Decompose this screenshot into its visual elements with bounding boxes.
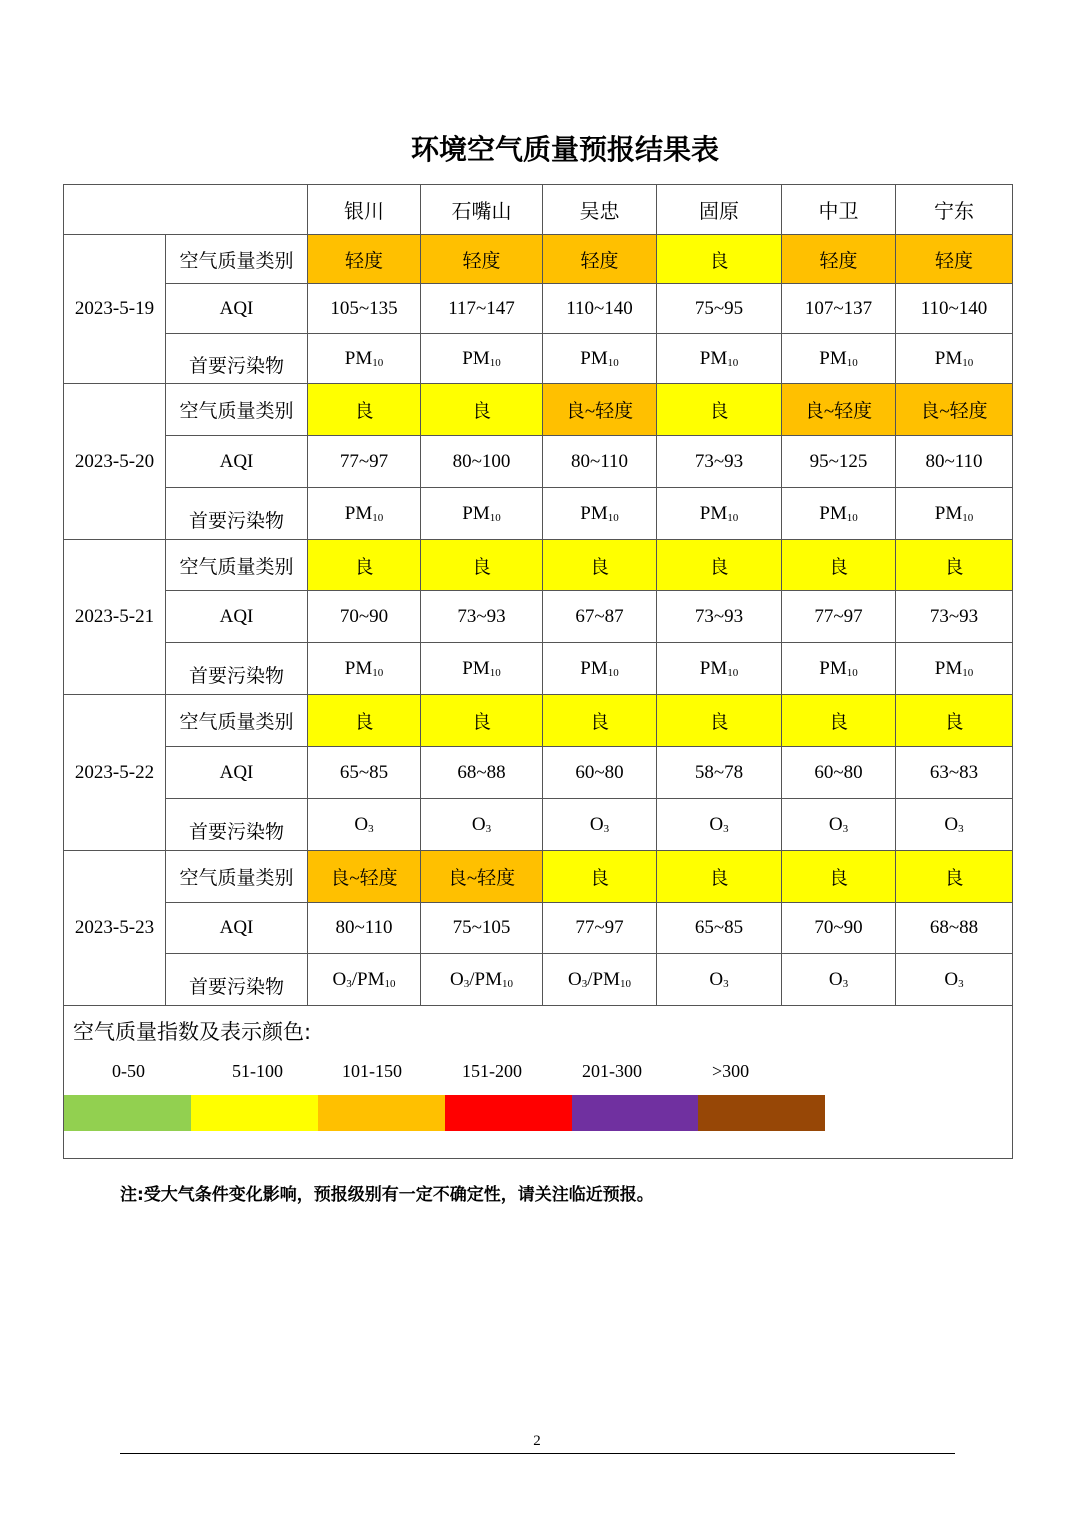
legend-range-label: 51-100: [232, 1061, 283, 1081]
legend-color-swatch: [698, 1095, 825, 1131]
aqi-label: AQI: [166, 903, 308, 954]
legend-range-label: 201-300: [582, 1061, 642, 1081]
pollutant-cell: [421, 488, 543, 540]
city-header: 固原: [657, 185, 782, 235]
pollutant-base: /PM: [469, 968, 502, 990]
category-cell: 良: [657, 851, 782, 903]
category-cell: 良: [782, 851, 896, 903]
legend-range-label: >300: [712, 1061, 750, 1081]
legend-color-swatch: [318, 1095, 445, 1131]
category-row: [64, 235, 1013, 284]
pollutant-cell: [308, 488, 421, 540]
category-cell: 轻度: [308, 235, 421, 284]
pollutant-base: /PM: [587, 968, 620, 990]
footer-divider: [120, 1453, 955, 1454]
page-number: 2: [533, 1433, 541, 1449]
aqi-cell: 75~105: [421, 903, 543, 954]
category-cell: 良~轻度: [896, 384, 1013, 436]
pollutant-subscript: 3: [485, 822, 492, 835]
city-header: 石嘴山: [421, 185, 543, 235]
pollutant-row: [64, 799, 1013, 851]
pollutant-cell: [543, 643, 657, 695]
category-row: [64, 695, 1013, 747]
pollutant-base: PM: [934, 347, 963, 369]
aqi-cell: 65~85: [308, 747, 421, 799]
pollutant-base: PM: [699, 502, 728, 524]
legend-range-label: 151-200: [462, 1061, 522, 1081]
pollutant-cell: [657, 954, 782, 1006]
pollutant-subscript: 10: [372, 356, 384, 369]
aqi-row: [64, 591, 1013, 643]
pollutant-base: PM: [344, 347, 373, 369]
aqi-legend: [64, 1006, 1011, 1158]
pollutant-cell: [782, 643, 896, 695]
pollutant-subscript: 10: [489, 356, 501, 369]
category-cell: 良: [896, 695, 1013, 747]
category-row: [64, 851, 1013, 903]
category-label: 空气质量类别: [166, 695, 308, 747]
pollutant-subscript: 3: [463, 977, 470, 990]
legend-title: 空气质量指数及表示颜色:: [73, 1020, 312, 1044]
legend-range-label: 101-150: [342, 1061, 402, 1081]
pollutant-base: O: [568, 968, 582, 990]
pollutant-cell: [657, 488, 782, 540]
aqi-row: [64, 284, 1013, 334]
category-cell: 良: [421, 695, 543, 747]
pollutant-cell: [782, 954, 896, 1006]
pollutant-subscript: 10: [607, 511, 619, 524]
category-cell: 轻度: [782, 235, 896, 284]
pollutant-base: PM: [819, 502, 847, 524]
category-row: [64, 540, 1013, 591]
aqi-row: [64, 903, 1013, 954]
pollutant-base: PM: [699, 347, 728, 369]
pollutant-cell: [896, 954, 1013, 1006]
pollutant-base: O: [589, 813, 604, 835]
pollutant-label: 首要污染物: [166, 799, 308, 851]
aqi-cell: 80~110: [543, 436, 657, 488]
pollutant-base: O: [471, 813, 486, 835]
aqi-cell: 70~90: [782, 903, 896, 954]
legend-color-swatch: [445, 1095, 572, 1131]
legend-color-swatch: [64, 1095, 191, 1131]
category-row: [64, 384, 1013, 436]
page-title: 环境空气质量预报结果表: [410, 133, 719, 166]
pollutant-cell: [543, 954, 657, 1006]
pollutant-subscript: 3: [958, 822, 964, 835]
aqi-label: AQI: [166, 747, 308, 799]
pollutant-base: O: [828, 968, 843, 990]
pollutant-subscript: 10: [727, 511, 739, 524]
aqi-cell: 77~97: [308, 436, 421, 488]
pollutant-subscript: 3: [581, 977, 588, 990]
pollutant-base: O: [709, 968, 724, 990]
category-cell: 轻度: [896, 235, 1013, 284]
pollutant-cell: [421, 799, 543, 851]
pollutant-base: PM: [344, 657, 373, 679]
city-header: 宁东: [896, 185, 1013, 235]
pollutant-subscript: 10: [962, 356, 974, 369]
pollutant-subscript: 10: [372, 511, 384, 524]
aqi-label: AQI: [166, 436, 308, 488]
pollutant-base: PM: [462, 347, 490, 369]
pollutant-row: [64, 643, 1013, 695]
date-cell: 2023-5-19: [64, 235, 166, 384]
pollutant-cell: [782, 799, 896, 851]
category-cell: 良: [657, 235, 782, 284]
pollutant-cell: [782, 488, 896, 540]
aqi-cell: 73~93: [896, 591, 1013, 643]
category-cell: 良: [896, 851, 1013, 903]
aqi-cell: 80~110: [308, 903, 421, 954]
pollutant-cell: [657, 334, 782, 384]
header-corner: [64, 185, 308, 235]
pollutant-subscript: 10: [607, 356, 619, 369]
aqi-cell: 77~97: [543, 903, 657, 954]
pollutant-subscript: 3: [958, 977, 964, 990]
pollutant-base: PM: [580, 347, 608, 369]
pollutant-cell: [543, 334, 657, 384]
category-cell: 良: [657, 695, 782, 747]
category-cell: 良: [421, 540, 543, 591]
aqi-cell: 75~95: [657, 284, 782, 334]
aqi-cell: 68~88: [421, 747, 543, 799]
category-cell: 良: [657, 384, 782, 436]
forecast-note: 注:受大气条件变化影响，预报级别有一定不确定性，请关注临近预报。: [120, 1185, 654, 1205]
category-cell: 良: [308, 540, 421, 591]
aqi-cell: 67~87: [543, 591, 657, 643]
pollutant-row: [64, 334, 1013, 384]
aqi-cell: 105~135: [308, 284, 421, 334]
pollutant-label: 首要污染物: [166, 643, 308, 695]
pollutant-base: O: [944, 968, 959, 990]
category-cell: 良: [782, 695, 896, 747]
pollutant-subscript: 3: [368, 822, 374, 835]
aqi-cell: 70~90: [308, 591, 421, 643]
city-header: 中卫: [782, 185, 896, 235]
aqi-label: AQI: [166, 591, 308, 643]
pollutant-base: PM: [462, 502, 490, 524]
pollutant-subscript: 3: [603, 822, 610, 835]
pollutant-cell: [657, 799, 782, 851]
pollutant-base: O: [709, 813, 724, 835]
aqi-row: [64, 436, 1013, 488]
pollutant-base: O: [828, 813, 843, 835]
pollutant-cell: [421, 643, 543, 695]
pollutant-subscript: 10: [619, 977, 631, 990]
pollutant-cell: [896, 334, 1013, 384]
pollutant-cell: [421, 954, 543, 1006]
pollutant-subscript: 10: [384, 977, 396, 990]
category-cell: 良~轻度: [308, 851, 421, 903]
pollutant-base: O: [354, 813, 369, 835]
pollutant-cell: [308, 954, 421, 1006]
aqi-cell: 107~137: [782, 284, 896, 334]
category-label: 空气质量类别: [166, 235, 308, 284]
aqi-cell: 73~93: [657, 591, 782, 643]
aqi-cell: 63~83: [896, 747, 1013, 799]
date-cell: 2023-5-21: [64, 540, 166, 695]
aqi-label: AQI: [166, 284, 308, 334]
header-row: [64, 185, 1013, 235]
pollutant-subscript: 10: [489, 511, 501, 524]
legend-color-swatch: [572, 1095, 699, 1131]
pollutant-cell: [543, 799, 657, 851]
aqi-cell: 77~97: [782, 591, 896, 643]
category-cell: 良: [308, 384, 421, 436]
pollutant-subscript: 3: [723, 822, 729, 835]
pollutant-subscript: 3: [842, 822, 849, 835]
aqi-cell: 80~110: [896, 436, 1013, 488]
aqi-cell: 110~140: [896, 284, 1013, 334]
category-cell: 良~轻度: [543, 384, 657, 436]
city-header: 银川: [308, 185, 421, 235]
pollutant-label: 首要污染物: [166, 954, 308, 1006]
category-cell: 良: [782, 540, 896, 591]
pollutant-base: O: [450, 968, 464, 990]
pollutant-subscript: 10: [372, 666, 384, 679]
category-cell: 轻度: [543, 235, 657, 284]
category-cell: 良: [421, 384, 543, 436]
aqi-cell: 58~78: [657, 747, 782, 799]
pollutant-subscript: 3: [346, 977, 352, 990]
pollutant-cell: [896, 488, 1013, 540]
pollutant-label: 首要污染物: [166, 334, 308, 384]
pollutant-base: PM: [699, 657, 728, 679]
pollutant-base: /PM: [351, 968, 385, 990]
pollutant-cell: [543, 488, 657, 540]
aqi-cell: 73~93: [657, 436, 782, 488]
legend-color-swatch: [191, 1095, 318, 1131]
date-cell: 2023-5-22: [64, 695, 166, 851]
category-cell: 良: [308, 695, 421, 747]
pollutant-label: 首要污染物: [166, 488, 308, 540]
pollutant-cell: [308, 799, 421, 851]
pollutant-cell: [896, 643, 1013, 695]
pollutant-subscript: 10: [501, 977, 513, 990]
aqi-cell: 110~140: [543, 284, 657, 334]
pollutant-base: O: [944, 813, 959, 835]
category-cell: 良: [543, 695, 657, 747]
pollutant-base: PM: [819, 657, 847, 679]
date-cell: 2023-5-23: [64, 851, 166, 1006]
pollutant-subscript: 3: [723, 977, 729, 990]
category-cell: 良~轻度: [782, 384, 896, 436]
legend-range-label: 0-50: [112, 1061, 145, 1081]
pollutant-subscript: 3: [842, 977, 849, 990]
aqi-cell: 73~93: [421, 591, 543, 643]
forecast-table: [63, 184, 1013, 1159]
pollutant-subscript: 10: [607, 666, 619, 679]
pollutant-base: PM: [462, 657, 490, 679]
aqi-cell: 60~80: [543, 747, 657, 799]
pollutant-base: PM: [580, 657, 608, 679]
pollutant-base: O: [332, 968, 347, 990]
aqi-cell: 95~125: [782, 436, 896, 488]
pollutant-base: PM: [344, 502, 373, 524]
pollutant-cell: [421, 334, 543, 384]
pollutant-base: PM: [934, 502, 963, 524]
aqi-cell: 80~100: [421, 436, 543, 488]
city-header: 吴忠: [543, 185, 657, 235]
category-cell: 轻度: [421, 235, 543, 284]
pollutant-subscript: 10: [727, 356, 739, 369]
date-cell: 2023-5-20: [64, 384, 166, 540]
category-cell: 良~轻度: [421, 851, 543, 903]
category-label: 空气质量类别: [166, 851, 308, 903]
pollutant-base: PM: [934, 657, 963, 679]
legend-row: [64, 1006, 1013, 1159]
pollutant-base: PM: [819, 347, 847, 369]
pollutant-cell: [896, 799, 1013, 851]
pollutant-base: PM: [580, 502, 608, 524]
category-cell: 良: [657, 540, 782, 591]
legend-cell: [64, 1006, 1013, 1159]
pollutant-cell: [308, 643, 421, 695]
pollutant-cell: [782, 334, 896, 384]
pollutant-subscript: 10: [846, 511, 858, 524]
aqi-cell: 68~88: [896, 903, 1013, 954]
pollutant-cell: [308, 334, 421, 384]
pollutant-subscript: 10: [962, 511, 974, 524]
pollutant-subscript: 10: [489, 666, 501, 679]
category-label: 空气质量类别: [166, 384, 308, 436]
aqi-cell: 60~80: [782, 747, 896, 799]
aqi-cell: 117~147: [421, 284, 543, 334]
category-cell: 良: [543, 540, 657, 591]
aqi-cell: 65~85: [657, 903, 782, 954]
category-cell: 良: [543, 851, 657, 903]
pollutant-row: [64, 488, 1013, 540]
category-cell: 良: [896, 540, 1013, 591]
pollutant-subscript: 10: [846, 356, 858, 369]
aqi-row: [64, 747, 1013, 799]
pollutant-subscript: 10: [727, 666, 739, 679]
pollutant-row: [64, 954, 1013, 1006]
pollutant-subscript: 10: [962, 666, 974, 679]
pollutant-cell: [657, 643, 782, 695]
category-label: 空气质量类别: [166, 540, 308, 591]
pollutant-subscript: 10: [846, 666, 858, 679]
